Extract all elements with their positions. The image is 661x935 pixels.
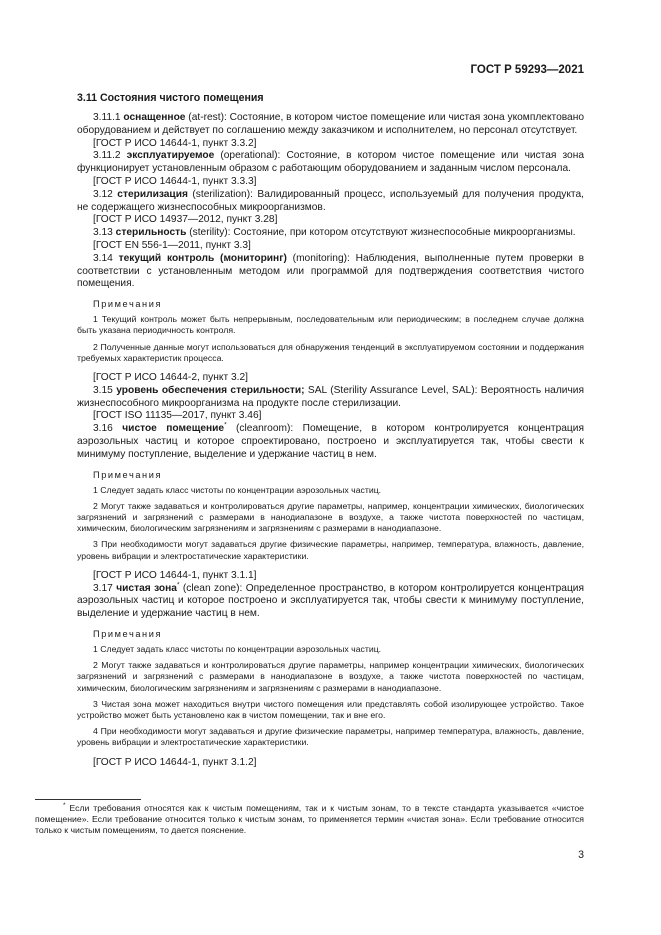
term-name: уровень обеспечения стерильности; bbox=[116, 384, 305, 396]
footnote: * Если требования относятся как к чистым помещениям, так и к чистым зонам, то в тексте стандарта указывается «чистое помещение». Если требование относится только к чистым зонам, то применяется термин «чистая зона». Если требование относится только к чистым помещениям, то дается пояснение. bbox=[35, 802, 584, 836]
term-reference: [ГОСТ ISO 11135—2017, пункт 3.46] bbox=[93, 410, 262, 422]
term-reference: [ГОСТ Р ИСО 14644-2, пункт 3.2] bbox=[93, 371, 248, 383]
note-item: 1 Следует задать класс чистоты по концентрации аэрозольных частиц. bbox=[93, 484, 382, 495]
notes-heading: Примечания bbox=[93, 299, 163, 310]
term-3-15: 3.15 уровень обеспечения стерильности; SAL (Sterility Assurance Level, SAL): Вероятность наличия жизнеспособного микроорганизма на продукте после стерилизации. bbox=[77, 384, 584, 409]
term-name: чистое помещение bbox=[122, 423, 225, 435]
term-3-11-1: 3.11.1 оснащенное (at-rest): Состояние, в котором чистое помещение или чистая зона укомплектовано оборудованием и действует по соглашению между заказчиком и исполнителем, но персонал отсутствует. bbox=[77, 112, 584, 136]
term-reference: [ГОСТ EN 556-1—2011, пункт 3.3] bbox=[93, 239, 251, 251]
notes-3-14 bbox=[77, 299, 584, 364]
notes-3-17 bbox=[77, 629, 584, 749]
note-item: 3 При необходимости могут задаваться другие физические параметры, например, температура, влажность, давление, уровень вибрации и электростатические характеристики. bbox=[77, 539, 584, 561]
notes-heading: Примечания bbox=[93, 628, 163, 639]
term-reference: [ГОСТ Р ИСО 14644-1, пункт 3.1.1] bbox=[93, 569, 257, 581]
footnote-mark: * bbox=[176, 581, 180, 589]
standard-designation: ГОСТ Р 59293—2021 bbox=[470, 64, 584, 76]
term-3-17: 3.17 чистая зона* (clean zone): Определенное пространство, в котором контролируется концентрация аэрозольных частиц и которое построено и эксплуатируется так, чтобы свести к минимуму поступление, выделение и удержание частиц в нем. bbox=[77, 581, 585, 620]
note-item: 4 При необходимости могут задаваться и другие физические параметры, например температура, влажность, давление, уровень вибрации и электростатические характеристики. bbox=[77, 726, 584, 748]
term-name: стерилизация bbox=[117, 188, 188, 200]
term-name: текущий контроль (мониторинг) bbox=[118, 252, 287, 264]
notes-heading: Примечания bbox=[93, 469, 163, 480]
term-3-13: 3.13 стерильность (sterility): Состояние, при котором отсутствуют жизнеспособные микроорганизмы. bbox=[93, 227, 576, 239]
term-3-11-2: 3.11.2 эксплуатируемое (operational): Состояние, в котором чистое помещение или чистая зона функционирует установленным образом с работающим оборудованием и заданным числом персонала. bbox=[77, 150, 584, 175]
section-title: 3.11 Состояния чистого помещения bbox=[77, 92, 264, 104]
footnote-mark: * bbox=[63, 802, 66, 810]
document-body bbox=[77, 92, 584, 769]
footnote-mark: * bbox=[224, 421, 227, 429]
term-reference: [ГОСТ Р ИСО 14644-1, пункт 3.3.2] bbox=[93, 137, 257, 149]
term-reference: [ГОСТ Р ИСО 14644-1, пункт 3.1.2] bbox=[93, 756, 257, 768]
notes-3-16 bbox=[77, 470, 584, 562]
note-item: 3 Чистая зона может находиться внутри чистого помещения или представлять собой изолирующее устройство. Такое устройство может быть установлено как в чистом помещении, так и вне его. bbox=[77, 698, 584, 720]
term-name: эксплуатируемое bbox=[126, 150, 215, 162]
page-number: 3 bbox=[578, 849, 584, 861]
note-item: 1 Текущий контроль может быть непрерывным, последовательным или периодическим; в последнем случае должна быть указана периодичность контроля. bbox=[77, 314, 584, 336]
term-name: стерильность bbox=[115, 227, 187, 239]
term-reference: [ГОСТ Р ИСО 14937—2012, пункт 3.28] bbox=[93, 214, 278, 226]
note-item: 2 Могут также задаваться и контролироваться другие параметры, например, концентрации химических, биологических загрязнений и загрязнений с размерами в нанодиапазоне в воздухе, а также чистота поверхностей по частицам, химическим, биологическим загрязнениям и загрязнениям с размерами в нанодиапазоне. bbox=[77, 500, 584, 534]
footnote-divider bbox=[35, 799, 141, 800]
term-reference: [ГОСТ Р ИСО 14644-1, пункт 3.3.3] bbox=[93, 175, 257, 187]
note-item: 2 Полученные данные могут использоваться для обнаружения тенденций в эксплуатируемом состоянии и поддержания требуемых характеристик процесса. bbox=[77, 341, 584, 363]
term-name: оснащенное bbox=[123, 112, 186, 123]
term-name: чистая зона bbox=[116, 582, 177, 594]
term-3-12: 3.12 стерилизация (sterilization): Валидированный процесс, используемый для получения продукта, не содержащего жизнеспособных микроорганизмов. bbox=[77, 188, 584, 213]
note-item: 2 Могут также задаваться и контролироваться другие параметры, например концентрации химических, биологических загрязнений и загрязнений с размерами в нанодиапазоне в воздухе, а также чистота поверхностей по частицам, химическим, биологическим загрязнениям и загрязнениям с размерами в нанодиапазоне. bbox=[77, 660, 584, 693]
note-item: 1 Следует задать класс чистоты по концентрации аэрозольных частиц. bbox=[93, 643, 382, 654]
term-3-16: 3.16 чистое помещение* (cleanroom): Помещение, в котором контролируется концентрация аэрозольных частиц и которое спроектировано, построено и эксплуатируется так, чтобы свести к минимуму поступление, выделение и удержание частиц в нем. bbox=[77, 421, 584, 460]
term-3-14: 3.14 текущий контроль (мониторинг) (monitoring): Наблюдения, выполненные путем проверки в соответствии с установленным методом или программой для подтверждения соответствия чистого помещения. bbox=[77, 252, 584, 290]
